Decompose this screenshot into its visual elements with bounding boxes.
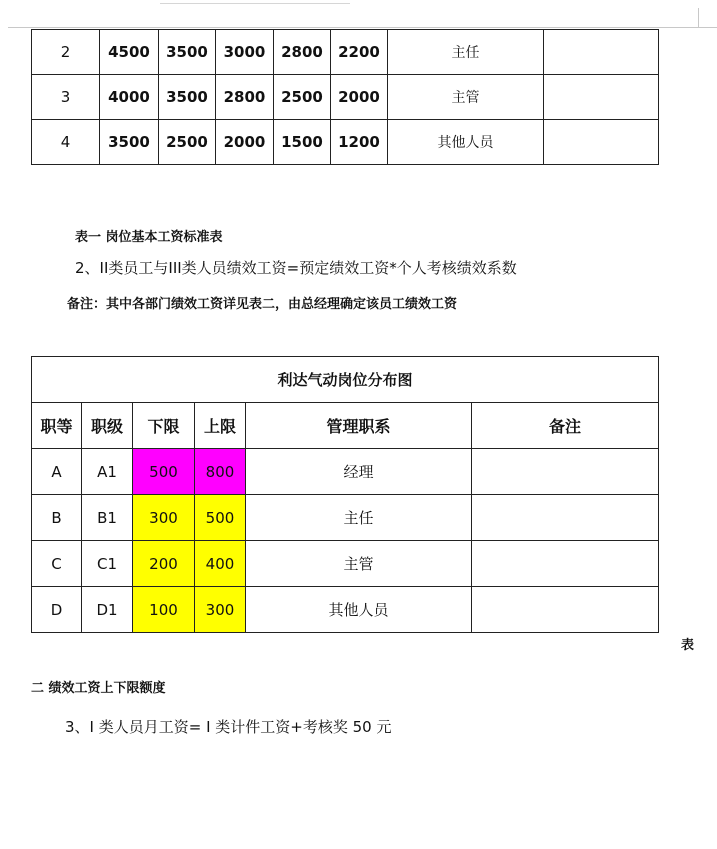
column-header: 下限 [133, 403, 195, 449]
table-caption: 表一 岗位基本工资标准表 [75, 230, 223, 245]
salary-cell: 3500 [159, 75, 216, 120]
table-row [32, 30, 659, 75]
table-title: 利达气动岗位分布图 [32, 357, 659, 403]
table-header-row [32, 403, 659, 449]
salary-standard-table [31, 29, 659, 165]
lower-limit-cell: 200 [133, 541, 195, 587]
ruler-marks [160, 0, 350, 4]
remark-cell [544, 75, 659, 120]
column-header: 上限 [195, 403, 246, 449]
lower-limit-cell: 300 [133, 495, 195, 541]
salary-cell: 1200 [331, 120, 388, 165]
page-break-line [8, 27, 717, 28]
level-cell: C1 [82, 541, 133, 587]
formula-line: 2、II类员工与III类人员绩效工资=预定绩效工资*个人考核绩效系数 [75, 259, 517, 277]
role-cell: 经理 [246, 449, 472, 495]
lower-limit-cell: 100 [133, 587, 195, 633]
table-row [32, 75, 659, 120]
remark-cell [544, 120, 659, 165]
role-cell: 其他人员 [246, 587, 472, 633]
page-top-edge [0, 0, 717, 30]
row-number: 2 [32, 30, 100, 75]
column-header: 职等 [32, 403, 82, 449]
upper-limit-cell: 800 [195, 449, 246, 495]
remark-cell [472, 541, 659, 587]
salary-cell: 2200 [331, 30, 388, 75]
grade-cell: C [32, 541, 82, 587]
grade-cell: D [32, 587, 82, 633]
salary-cell: 2500 [159, 120, 216, 165]
table-row [32, 449, 659, 495]
upper-limit-cell: 300 [195, 587, 246, 633]
table-row [32, 541, 659, 587]
remark-cell [544, 30, 659, 75]
table-caption-2: 表 [681, 638, 695, 653]
salary-cell: 2000 [216, 120, 274, 165]
role-cell: 主任 [388, 30, 544, 75]
salary-cell: 4000 [100, 75, 159, 120]
salary-cell: 4500 [100, 30, 159, 75]
formula-line-3: 3、I 类人员月工资= I 类计件工资+考核奖 50 元 [65, 718, 392, 736]
salary-cell: 1500 [274, 120, 331, 165]
role-cell: 主任 [246, 495, 472, 541]
row-number: 3 [32, 75, 100, 120]
position-distribution-table [31, 356, 659, 633]
role-cell: 主管 [388, 75, 544, 120]
salary-cell: 3000 [216, 30, 274, 75]
level-cell: B1 [82, 495, 133, 541]
salary-cell: 2500 [274, 75, 331, 120]
table-title-row [32, 357, 659, 403]
lower-limit-cell: 500 [133, 449, 195, 495]
salary-cell: 2800 [216, 75, 274, 120]
grade-cell: B [32, 495, 82, 541]
upper-limit-cell: 500 [195, 495, 246, 541]
remark-cell [472, 449, 659, 495]
remark-cell [472, 587, 659, 633]
page-corner-mark [698, 8, 699, 27]
remark-cell [472, 495, 659, 541]
role-cell: 其他人员 [388, 120, 544, 165]
role-cell: 主管 [246, 541, 472, 587]
column-header: 管理职系 [246, 403, 472, 449]
level-cell: A1 [82, 449, 133, 495]
salary-cell: 3500 [100, 120, 159, 165]
level-cell: D1 [82, 587, 133, 633]
table-row [32, 495, 659, 541]
section-heading: 二 绩效工资上下限额度 [31, 681, 166, 696]
table-row [32, 587, 659, 633]
column-header: 职级 [82, 403, 133, 449]
note-line: 备注：其中各部门绩效工资详见表二，由总经理确定该员工绩效工资 [67, 297, 458, 312]
upper-limit-cell: 400 [195, 541, 246, 587]
salary-cell: 3500 [159, 30, 216, 75]
salary-cell: 2000 [331, 75, 388, 120]
salary-cell: 2800 [274, 30, 331, 75]
table-row [32, 120, 659, 165]
grade-cell: A [32, 449, 82, 495]
row-number: 4 [32, 120, 100, 165]
column-header: 备注 [472, 403, 659, 449]
